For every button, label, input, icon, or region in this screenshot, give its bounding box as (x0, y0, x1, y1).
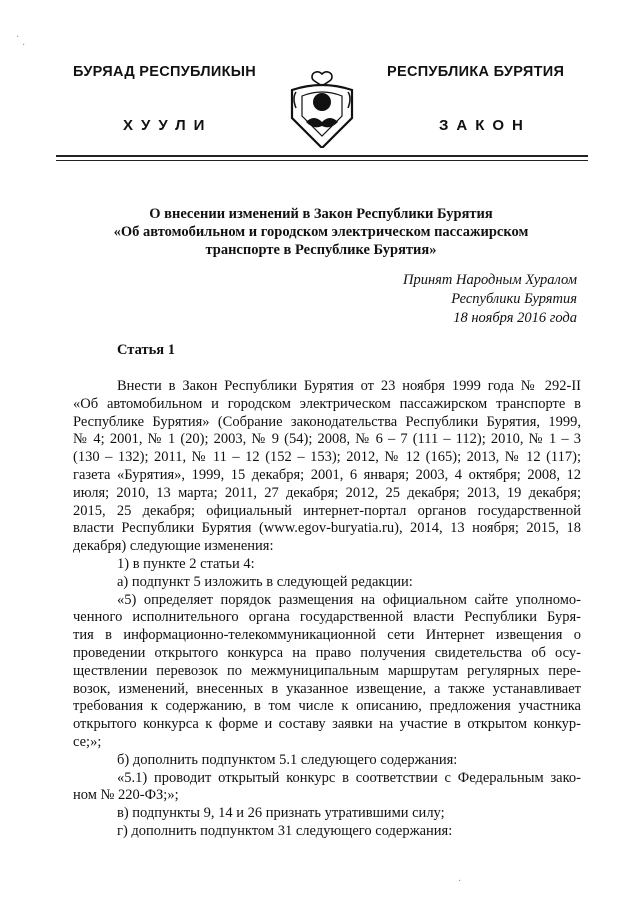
scan-speck: · (458, 876, 462, 887)
body-line: Внести в Закон Республики Бурятия от 23 ноября 1999 года № 292-II (117, 378, 581, 394)
body-line: июля; 2010, 13 марта; 2011, 27 декабря; 2012, 25 декабря; 2013, 19 декабря; (73, 484, 581, 501)
body-line: 2015, 25 декабря; официальный интернет-портал органов государственной (73, 502, 581, 519)
quote-line: проведении открытого конкурса на право получения свидетельства об осу- (73, 644, 581, 661)
list-item-v: в) подпункты 9, 14 и 26 признать утратившими силу; (117, 805, 445, 822)
article-body (73, 378, 581, 841)
header-rule-thick (56, 155, 588, 157)
quote-line: «5) определяет порядок размещения на официальном сайте уполномо- (117, 591, 581, 608)
coat-of-arms-emblem-icon (288, 68, 356, 148)
quote-line: требования к содержанию, в том числе к описанию, предложения участника (73, 698, 581, 715)
header-left-subtitle: ХУУЛИ (123, 117, 213, 134)
list-item-g: г) дополнить подпунктом 31 следующего содержания: (117, 822, 453, 839)
quote-line: ченного исполнительного органа государственной власти Республики Буря- (73, 609, 581, 626)
body-line: «Об автомобильном и городском электрическом пассажирском транспорте в (73, 395, 581, 412)
quote-line: се;»; (73, 733, 102, 750)
quote-line: тия в информационно-телекоммуникационной сети Интернет извещения о (73, 627, 581, 644)
article-heading: Статья 1 (117, 342, 175, 358)
title-line: «Об автомобильном и городском электрическом пассажирском (113, 224, 529, 240)
header-left-title: БУРЯАД РЕСПУБЛИКЫН (73, 64, 257, 80)
adoption-note (403, 271, 577, 328)
scan-speck: ‾ (320, 0, 324, 11)
body-line: декабря) следующие изменения: (73, 538, 274, 555)
title-line: транспорте в Республике Бурятия» (205, 242, 437, 258)
header-right-title: РЕСПУБЛИКА БУРЯТИЯ (387, 64, 565, 80)
adoption-line: 18 ноября 2016 года (453, 310, 577, 326)
body-line: газета «Бурятия», 1999, 15 декабря; 2001, 6 января; 2003, 4 октября; 2008, 12 (73, 466, 581, 483)
header-right-subtitle: ЗАКОН (439, 117, 531, 134)
quote-line: ществлении перевозок по межмуниципальным маршрутам регулярных пере- (73, 662, 581, 679)
adoption-line: Республики Бурятия (451, 291, 577, 307)
adoption-line: Принят Народным Хуралом (402, 272, 577, 288)
list-item-b: б) дополнить подпунктом 5.1 следующего содержания: (117, 751, 458, 768)
scan-speck: · (16, 32, 20, 43)
scan-speck: · (22, 40, 26, 51)
law-title (80, 205, 562, 259)
quote-line: открытого конкурса к форме и составу заявки на участие в открытом конкур- (73, 716, 581, 733)
body-line: № 4; 2001, № 1 (20); 2003, № 9 (54); 2008, № 6 – 7 (111 – 112); 2010, № 1 – 3 (73, 431, 581, 448)
list-item-a: а) подпункт 5 изложить в следующей редакции: (117, 573, 413, 590)
title-line: О внесении изменений в Закон Республики Бурятия (149, 206, 493, 222)
quote-line: возок, изменений, внесенных в указанное извещение, а также устанавливает (73, 680, 581, 697)
list-item-1: 1) в пункте 2 статьи 4: (117, 555, 255, 572)
header-rule-thin (56, 160, 588, 161)
quote-line: ном № 220-ФЗ;»; (73, 787, 179, 804)
body-line: (130 – 132); 2011, № 11 – 12 (152 – 153); 2012, № 12 (165); 2013, № 12 (117); (73, 449, 581, 466)
quote-line: «5.1) проводит открытый конкурс в соответствии с Федеральным зако- (117, 769, 581, 786)
body-line: Республике Бурятия» (Собрание законодательства Республики Бурятия, 1999, (73, 413, 581, 430)
body-line: власти Республики Бурятия (www.egov-buryatia.ru), 2014, 13 ноября; 2015, 18 (73, 520, 581, 537)
